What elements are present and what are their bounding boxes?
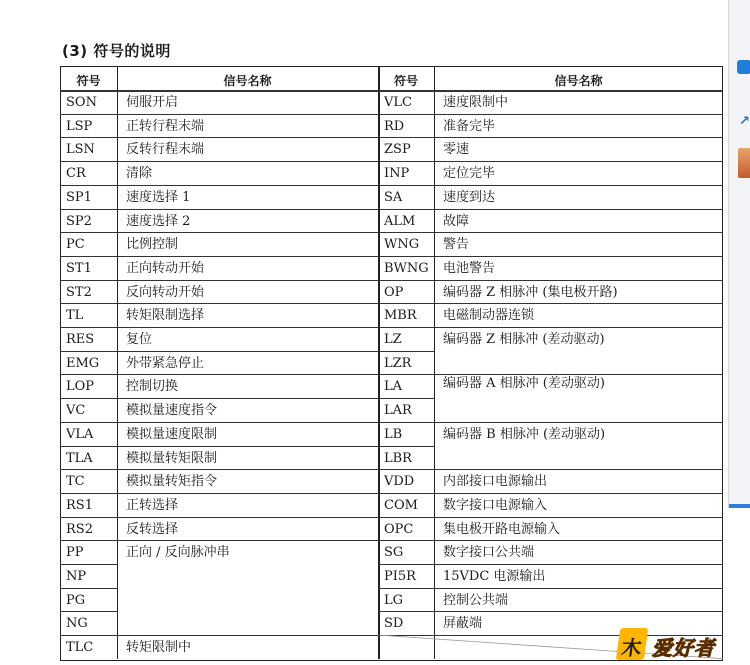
row-divider	[60, 469, 117, 470]
left-name-cell: 模拟量转矩限制	[126, 450, 218, 466]
row-divider	[117, 446, 378, 447]
row-divider	[117, 493, 378, 494]
header-right-symbol: 符号	[393, 74, 418, 88]
row-divider	[434, 303, 723, 304]
row-divider	[434, 114, 723, 115]
row-divider	[117, 327, 378, 328]
right-name-cell: 数字接口电源输入	[443, 497, 548, 513]
row-divider	[117, 209, 378, 210]
row-divider	[60, 327, 117, 328]
left-symbol-cell: TLC	[66, 640, 94, 656]
site-watermark-logo	[618, 626, 748, 662]
left-symbol-cell: TL	[66, 308, 84, 324]
row-divider	[378, 446, 434, 447]
left-symbol-cell: NG	[66, 616, 88, 632]
row-divider	[378, 422, 434, 423]
right-symbol-cell: VLC	[384, 95, 412, 110]
right-name-cell: 屏蔽端	[443, 616, 483, 632]
row-divider	[117, 351, 378, 352]
row-divider	[378, 137, 434, 138]
right-symbol-cell: SA	[384, 189, 403, 205]
right-symbol-cell: ZSP	[384, 142, 411, 158]
left-name-cell: 转矩限制选择	[126, 308, 205, 324]
row-divider	[378, 540, 434, 541]
right-symbol-cell: LBR	[384, 450, 412, 466]
row-divider	[434, 493, 723, 494]
left-symbol-cell: LSP	[66, 118, 93, 134]
row-divider	[378, 588, 434, 589]
row-divider	[60, 422, 117, 423]
row-divider	[434, 588, 723, 589]
left-symbol-cell: VLA	[66, 426, 94, 442]
left-name-cell: 复位	[126, 332, 153, 347]
left-name-cell: 控制切换	[126, 379, 179, 395]
left-symbol-cell: PP	[66, 545, 84, 561]
row-divider	[378, 256, 434, 257]
logo-mark-icon: 木	[616, 628, 648, 660]
right-symbol-cell: PI5R	[384, 569, 416, 584]
row-divider	[434, 517, 723, 518]
row-divider	[60, 564, 117, 565]
left-name-cell: 外带紧急停止	[126, 355, 205, 371]
row-divider	[117, 374, 378, 375]
right-name-cell: 故障	[443, 213, 470, 229]
row-divider	[434, 232, 723, 233]
row-divider	[117, 280, 378, 281]
row-divider	[378, 185, 434, 186]
row-divider	[117, 303, 378, 304]
row-divider	[117, 517, 378, 518]
logo-wordmark: 爱好者	[652, 636, 715, 660]
left-symbol-cell: LSN	[66, 142, 95, 158]
left-symbol-cell: TLA	[66, 450, 93, 466]
row-divider	[378, 280, 434, 281]
row-divider	[434, 611, 723, 612]
right-name-cell: 编码器 Z 相脉冲 (集电极开路)	[443, 284, 618, 300]
right-symbol-cell: OPC	[384, 521, 414, 537]
row-divider	[60, 232, 117, 233]
row-divider	[60, 517, 117, 518]
row-divider	[60, 398, 117, 399]
left-name-cell: 转矩限制中	[126, 640, 192, 656]
right-symbol-cell: MBR	[384, 308, 417, 324]
row-divider	[378, 469, 434, 470]
row-divider	[60, 185, 117, 186]
left-symbol-cell: EMG	[66, 355, 100, 371]
row-divider	[60, 280, 117, 281]
row-divider	[434, 209, 723, 210]
header-left-symbol: 符号	[76, 74, 101, 88]
row-divider	[117, 540, 378, 541]
left-symbol-cell: RS1	[66, 497, 93, 513]
row-divider	[117, 137, 378, 138]
left-name-cell: 反向转动开始	[126, 284, 205, 300]
right-symbol-cell: LAR	[384, 403, 412, 419]
right-symbol-cell: WNG	[384, 237, 420, 253]
left-name-cell: 速度选择 2	[126, 213, 191, 229]
left-name-cell: 模拟量速度指令	[126, 403, 218, 419]
right-name-cell: 数字接口公共端	[443, 545, 535, 561]
left-symbol-cell: CR	[66, 166, 86, 182]
right-name-cell: 速度到达	[443, 189, 496, 205]
right-name-cell: 定位完毕	[443, 166, 496, 182]
right-symbol-cell: RD	[384, 118, 405, 134]
left-symbol-cell: SP2	[66, 213, 92, 229]
row-divider	[60, 161, 117, 162]
row-divider	[117, 635, 378, 636]
row-divider	[378, 564, 434, 565]
right-symbol-cell: INP	[384, 166, 410, 182]
left-symbol-cell: TC	[66, 474, 85, 490]
row-divider	[378, 327, 434, 328]
row-divider	[434, 564, 723, 565]
right-name-cell: 编码器 A 相脉冲 (差动驱动)	[443, 376, 605, 392]
row-divider	[378, 114, 434, 115]
row-divider	[378, 517, 434, 518]
left-name-cell: 反转选择	[126, 521, 179, 537]
left-name-cell: 正向转动开始	[126, 260, 205, 276]
row-divider	[434, 422, 723, 423]
right-name-cell: 速度限制中	[443, 95, 509, 110]
panel-accent-bar	[729, 504, 750, 508]
right-name-cell: 警告	[443, 237, 470, 253]
row-divider	[378, 351, 434, 352]
left-name-cell: 比例控制	[126, 237, 179, 253]
right-symbol-cell: LG	[384, 592, 404, 608]
right-symbol-cell: SD	[384, 616, 404, 632]
row-divider	[378, 374, 434, 375]
left-name-cell: 反转行程末端	[126, 142, 205, 158]
header-divider	[60, 90, 723, 92]
row-divider	[60, 303, 117, 304]
left-symbol-cell: VC	[66, 403, 86, 419]
row-divider	[378, 398, 434, 399]
row-divider	[434, 327, 723, 328]
right-name-cell: 电池警告	[443, 260, 496, 276]
left-name-cell: 正转行程末端	[126, 118, 205, 134]
right-name-cell: 准备完毕	[443, 118, 496, 134]
row-divider	[434, 469, 723, 470]
row-divider	[434, 256, 723, 257]
right-symbol-cell: VDD	[384, 474, 415, 490]
left-symbol-cell: RES	[66, 332, 95, 347]
section-heading: (3) 符号的说明	[62, 42, 171, 60]
left-symbol-cell: PC	[66, 237, 85, 253]
row-divider	[60, 351, 117, 352]
header-left-name: 信号名称	[223, 74, 272, 88]
left-symbol-cell: LOP	[66, 379, 95, 395]
right-symbol-cell: LA	[384, 379, 403, 395]
header-right-name: 信号名称	[554, 74, 603, 88]
col-divider	[434, 66, 435, 659]
left-name-cell: 模拟量转矩指令	[126, 474, 218, 490]
right-symbol-cell: LZR	[384, 355, 412, 371]
center-divider	[378, 66, 380, 659]
row-divider	[378, 209, 434, 210]
row-divider	[117, 469, 378, 470]
row-divider	[378, 303, 434, 304]
right-symbol-cell: OP	[384, 284, 404, 300]
left-name-cell: 清除	[126, 166, 153, 182]
row-divider	[117, 161, 378, 162]
side-panel-edge[interactable]	[728, 0, 750, 508]
row-divider	[60, 635, 117, 636]
left-symbol-cell: SON	[66, 95, 97, 110]
row-divider	[60, 114, 117, 115]
app-icon[interactable]	[737, 60, 750, 74]
row-divider	[434, 540, 723, 541]
row-divider	[60, 611, 117, 612]
right-symbol-cell: COM	[384, 497, 418, 513]
row-divider	[117, 256, 378, 257]
left-symbol-cell: PG	[66, 592, 86, 608]
left-name-cell: 速度选择 1	[126, 189, 191, 205]
row-divider	[117, 232, 378, 233]
row-divider	[117, 114, 378, 115]
row-divider	[434, 280, 723, 281]
share-icon[interactable]: ↗	[739, 114, 750, 129]
row-divider	[434, 185, 723, 186]
avatar[interactable]	[738, 148, 750, 178]
right-symbol-cell: SG	[384, 545, 404, 561]
left-name-cell: 正向 / 反向脉冲串	[126, 545, 230, 561]
left-symbol-cell: SP1	[66, 189, 92, 205]
left-name-cell: 正转选择	[126, 497, 179, 513]
right-symbol-cell: ALM	[384, 213, 416, 229]
row-divider	[378, 493, 434, 494]
row-divider	[60, 256, 117, 257]
col-divider	[117, 66, 118, 659]
left-symbol-cell: ST2	[66, 284, 92, 300]
right-name-cell: 编码器 B 相脉冲 (差动驱动)	[443, 426, 606, 442]
row-divider	[60, 209, 117, 210]
left-symbol-cell: RS2	[66, 521, 93, 537]
row-divider	[60, 137, 117, 138]
row-divider	[434, 137, 723, 138]
row-divider	[117, 422, 378, 423]
right-name-cell: 电磁制动器连锁	[443, 308, 535, 324]
row-divider	[60, 446, 117, 447]
row-divider	[60, 588, 117, 589]
right-symbol-cell: LB	[384, 426, 403, 442]
row-divider	[378, 232, 434, 233]
right-name-cell: 内部接口电源输出	[443, 474, 548, 490]
row-divider	[378, 611, 434, 612]
left-symbol-cell: NP	[66, 569, 87, 584]
right-name-cell: 编码器 Z 相脉冲 (差动驱动)	[443, 332, 605, 347]
row-divider	[117, 398, 378, 399]
row-divider	[434, 161, 723, 162]
row-divider	[60, 540, 117, 541]
row-divider	[117, 185, 378, 186]
row-divider	[60, 493, 117, 494]
right-name-cell: 控制公共端	[443, 592, 509, 608]
right-name-cell: 零速	[443, 142, 470, 158]
left-symbol-cell: ST1	[66, 260, 92, 276]
right-name-cell: 15VDC 电源输出	[443, 569, 546, 584]
left-name-cell: 模拟量速度限制	[126, 426, 218, 442]
right-symbol-cell: LZ	[384, 332, 402, 347]
left-name-cell: 伺服开启	[126, 95, 179, 110]
row-divider	[378, 161, 434, 162]
right-symbol-cell: BWNG	[384, 260, 429, 276]
row-divider	[60, 374, 117, 375]
right-name-cell: 集电极开路电源输入	[443, 521, 561, 537]
